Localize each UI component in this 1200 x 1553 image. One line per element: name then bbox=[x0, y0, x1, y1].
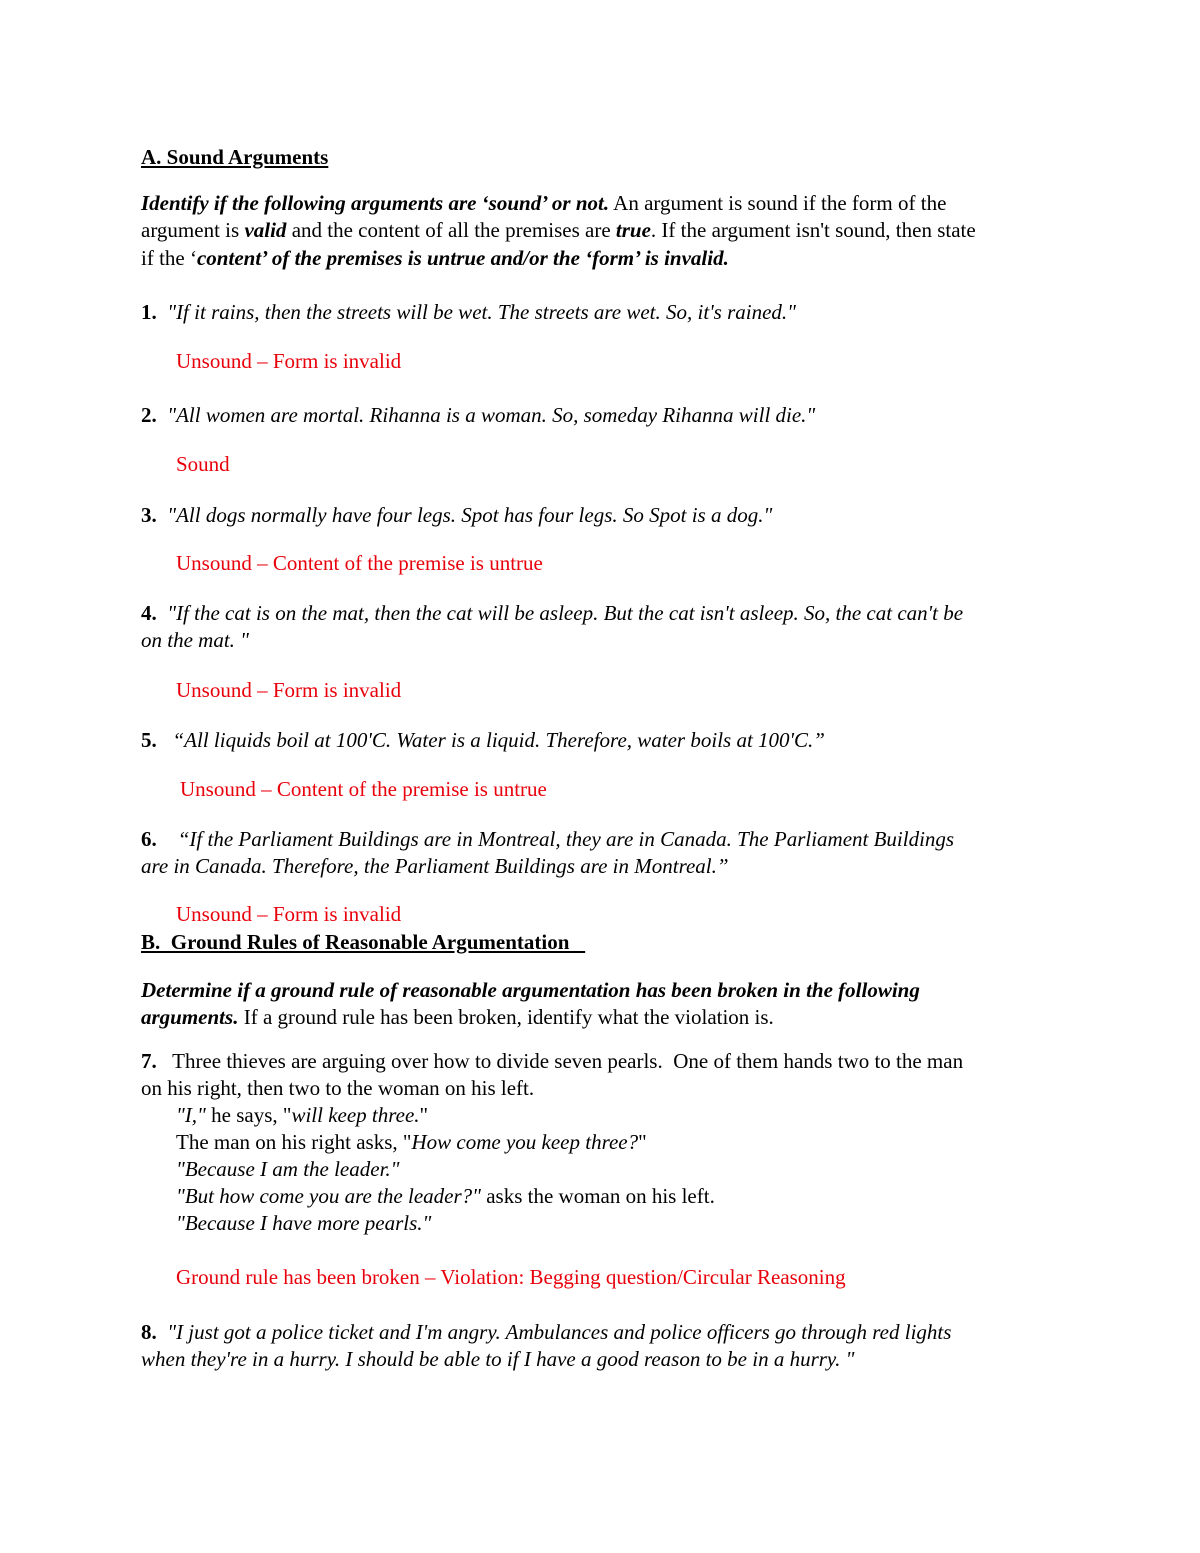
question-7-answer: Ground rule has been broken – Violation: Begging question/Circular Reasoning bbox=[176, 1265, 846, 1289]
question-7-dialogue-5: "Because I have more pearls." bbox=[176, 1211, 432, 1235]
question-1-answer: Unsound – Form is invalid bbox=[176, 349, 402, 373]
dialogue-1-quote-2: will keep three. bbox=[291, 1103, 420, 1127]
dialogue-1-end: " bbox=[419, 1103, 429, 1127]
dialogue-4-text: asks the woman on his left. bbox=[480, 1184, 715, 1208]
section-a-intro-line-3 bbox=[141, 245, 729, 271]
question-1 bbox=[141, 299, 796, 325]
section-a-intro-text-4: . If the argument isn't sound, then state bbox=[650, 218, 976, 242]
question-8-text-line-1: "I just got a police ticket and I'm angry. Ambulances and police officers go through red lights bbox=[167, 1320, 952, 1344]
question-4 bbox=[141, 600, 963, 626]
dialogue-2-end: " bbox=[638, 1130, 647, 1154]
question-6-answer: Unsound – Form is invalid bbox=[176, 902, 402, 926]
section-b-instruction-line-1: Determine if a ground rule of reasonable argumentation has been broken in the following bbox=[141, 978, 920, 1002]
question-1-number: 1. bbox=[141, 300, 157, 324]
question-7-text-line-1: Three thieves are arguing over how to divide seven pearls. One of them hands two to the man bbox=[162, 1049, 964, 1073]
question-6-text-line-1: “If the Parliament Buildings are in Montreal, they are in Canada. The Parliament Buildings bbox=[177, 827, 955, 851]
section-a-instruction-2: content’ of the premises is untrue and/or the ‘form’ is invalid. bbox=[196, 246, 729, 270]
question-2-answer: Sound bbox=[176, 452, 230, 476]
question-8-text-line-2: when they're in a hurry. I should be able to if I have a good reason to be in a hurry. " bbox=[141, 1347, 855, 1371]
question-7-number: 7. bbox=[141, 1049, 157, 1073]
question-7-dialogue-4 bbox=[176, 1183, 715, 1209]
section-a-intro-line-1 bbox=[141, 190, 946, 216]
section-b-heading: B. Ground Rules of Reasonable Argumentation bbox=[141, 930, 586, 954]
section-a-intro-text-2: argument is bbox=[141, 218, 245, 242]
question-6 bbox=[141, 826, 954, 852]
valid-emphasis: valid bbox=[244, 218, 287, 242]
question-3-number: 3. bbox=[141, 503, 157, 527]
question-3 bbox=[141, 502, 772, 528]
question-2 bbox=[141, 402, 815, 428]
question-5-answer: Unsound – Content of the premise is untrue bbox=[180, 777, 547, 801]
question-4-number: 4. bbox=[141, 601, 157, 625]
question-3-answer: Unsound – Content of the premise is untrue bbox=[176, 551, 543, 575]
question-7-dialogue-2 bbox=[176, 1129, 647, 1155]
dialogue-4-quote: "But how come you are the leader?" bbox=[176, 1184, 481, 1208]
question-8 bbox=[141, 1319, 951, 1345]
question-4-answer: Unsound – Form is invalid bbox=[176, 678, 402, 702]
question-7-text-line-2: on his right, then two to the woman on his left. bbox=[141, 1076, 535, 1100]
dialogue-1-quote: "I," bbox=[176, 1103, 206, 1127]
section-a-intro-text-5: if the ‘ bbox=[141, 246, 197, 270]
section-a-heading: A. Sound Arguments bbox=[141, 145, 329, 169]
section-a-intro-text-1: An argument is sound if the form of the bbox=[609, 191, 947, 215]
question-1-text: "If it rains, then the streets will be wet. The streets are wet. So, it's rained." bbox=[167, 300, 796, 324]
question-6-text-line-2: are in Canada. Therefore, the Parliament Buildings are in Montreal.” bbox=[141, 854, 729, 878]
question-5-number: 5. bbox=[141, 728, 157, 752]
question-7 bbox=[141, 1048, 963, 1074]
question-2-number: 2. bbox=[141, 403, 157, 427]
dialogue-1-text: he says, " bbox=[205, 1103, 292, 1127]
true-emphasis: true bbox=[615, 218, 651, 242]
question-2-text: "All women are mortal. Rihanna is a woman. So, someday Rihanna will die." bbox=[167, 403, 816, 427]
question-7-dialogue-3: "Because I am the leader." bbox=[176, 1157, 400, 1181]
question-6-number: 6. bbox=[141, 827, 157, 851]
section-a-intro-line-2 bbox=[141, 217, 976, 243]
question-5-text: “All liquids boil at 100'C. Water is a liquid. Therefore, water boils at 100'C.” bbox=[172, 728, 825, 752]
question-7-dialogue-1 bbox=[176, 1102, 428, 1128]
question-3-text: "All dogs normally have four legs. Spot has four legs. So Spot is a dog." bbox=[167, 503, 773, 527]
question-8-number: 8. bbox=[141, 1320, 157, 1344]
question-4-text-line-1: "If the cat is on the mat, then the cat will be asleep. But the cat isn't asleep. So, the cat can't be bbox=[167, 601, 964, 625]
section-a-intro-text-3: and the content of all the premises are bbox=[286, 218, 616, 242]
section-a-instruction: Identify if the following arguments are ‘sound’ or not. bbox=[141, 191, 610, 215]
dialogue-2-quote: How come you keep three? bbox=[411, 1130, 639, 1154]
question-4-text-line-2: on the mat. " bbox=[141, 628, 249, 652]
section-b-instruction-line-2: arguments. bbox=[141, 1005, 239, 1029]
section-b-intro-text: If a ground rule has been broken, identify what the violation is. bbox=[238, 1005, 774, 1029]
dialogue-2-text: The man on his right asks, " bbox=[176, 1130, 412, 1154]
section-b-intro-line-2 bbox=[141, 1004, 774, 1030]
question-5 bbox=[141, 727, 825, 753]
